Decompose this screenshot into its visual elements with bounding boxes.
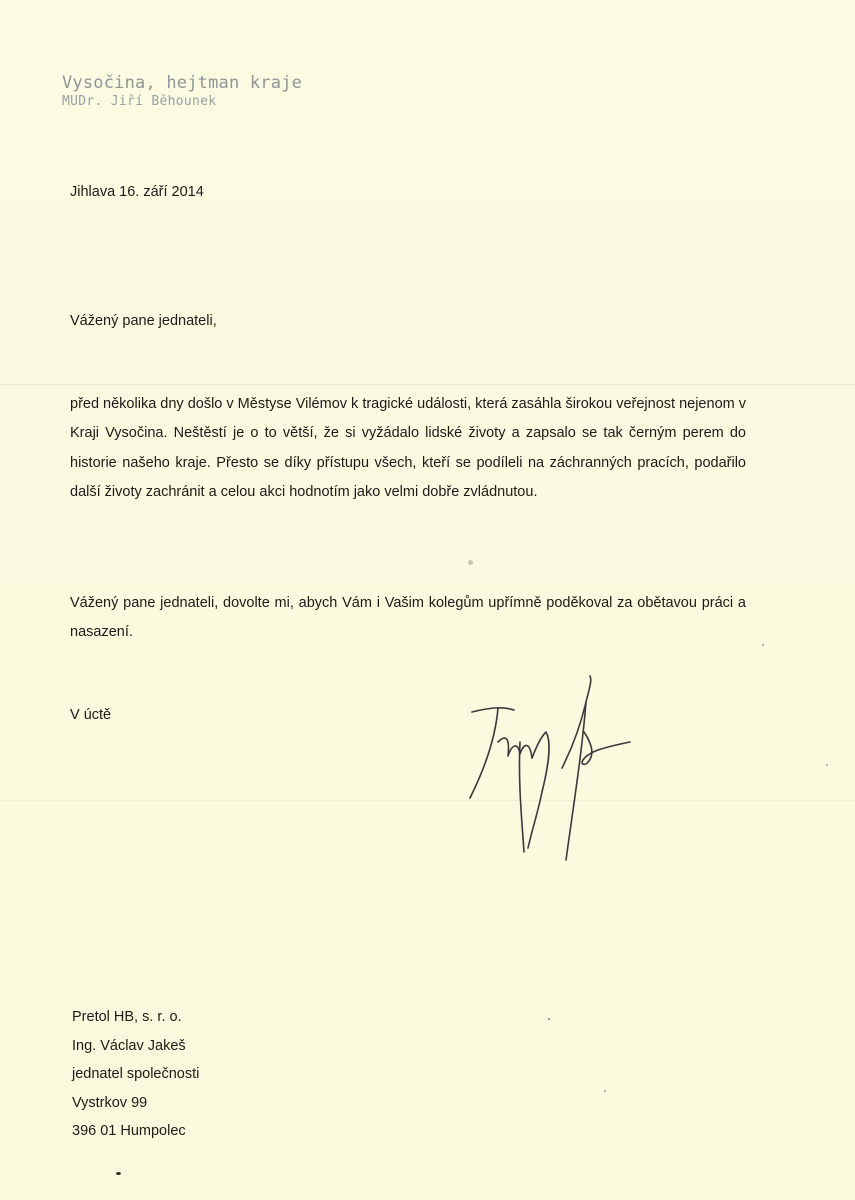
recipient-street: Vystrkov 99: [72, 1094, 148, 1111]
salutation: Vážený pane jednateli,: [70, 313, 217, 329]
paper-speck: [604, 1090, 606, 1092]
date-line: Jihlava 16. září 2014: [70, 184, 204, 200]
recipient-role: jednatel společnosti: [72, 1066, 200, 1083]
recipient-city: 396 01 Humpolec: [72, 1123, 186, 1140]
paper-fold-line: [0, 384, 855, 385]
paper-speck: [548, 1018, 550, 1020]
paper-speck: [468, 560, 473, 565]
handwritten-signature: [458, 672, 638, 872]
body-paragraph: Vážený pane jednateli, dovolte mi, abych Vám i Vašim kolegům upřímně poděkoval za obětavou práci a nasazení.: [70, 595, 746, 641]
letterhead-organization: Vysočina, hejtman kraje: [62, 73, 303, 93]
letterhead-name: MUDr. Jiří Běhounek: [62, 94, 217, 109]
recipient-company: Pretol HB, s. r. o.: [72, 1009, 182, 1025]
closing: V úctě: [70, 707, 112, 723]
paper-speck: [116, 1172, 121, 1175]
paper-fold-line: [0, 800, 855, 801]
body-paragraph: před několika dny došlo v Městyse Vilémov k tragické události, která zasáhla širokou veřejnost nejenom v Kraji Vysočina. Neštěstí je o to větší, že si vyžádalo lidské životy a zapsalo se tak černým perem do historie našeho kraje. Přesto se díky přístupu všech, kteří se podíleli na záchranných pracích, podařilo další životy zachránit a celou akci hodnotím jako velmi dobře zvládnutou.: [70, 396, 746, 500]
letterhead: [62, 72, 302, 110]
paper-speck: [826, 764, 828, 766]
recipient-person: Ing. Václav Jakeš: [72, 1037, 186, 1054]
recipient-address: [72, 1003, 199, 1146]
paper-speck: [762, 644, 764, 646]
